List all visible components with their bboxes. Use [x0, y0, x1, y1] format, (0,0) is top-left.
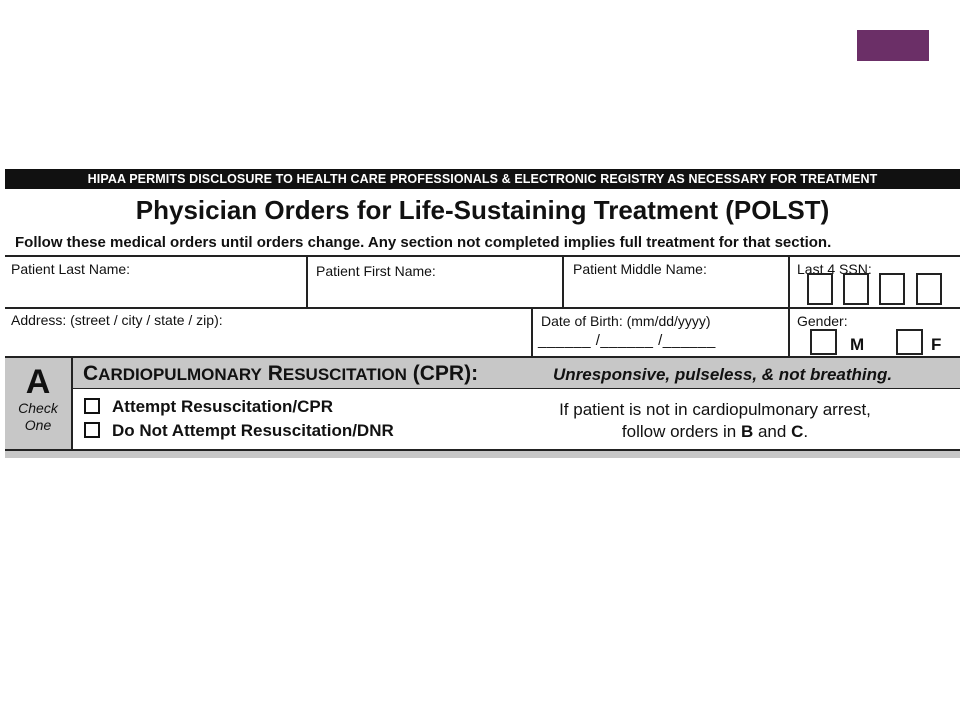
hipaa-banner: HIPAA PERMITS DISCLOSURE TO HEALTH CARE PROFESSIONALS & ELECTRONIC REGISTRY AS NECESSARY FOR TREATMENT [5, 169, 960, 189]
first-name-label: Patient First Name: [316, 263, 436, 279]
dob-field[interactable]: ______ /______ /______ [538, 332, 716, 349]
checkbox[interactable] [84, 422, 100, 438]
gender-m-checkbox[interactable] [810, 329, 837, 355]
last-name-label: Patient Last Name: [11, 261, 131, 277]
checkbox[interactable] [84, 398, 100, 414]
section-a-tab [5, 358, 71, 449]
cpr-subtitle: Unresponsive, pulseless, & not breathing. [553, 365, 893, 384]
option-attempt-cpr[interactable]: Attempt Resuscitation/CPR [84, 397, 333, 417]
ssn-digit-box[interactable] [807, 273, 833, 305]
cpr-note: If patient is not in cardiopulmonary arrest, follow orders in B and C. [559, 400, 871, 441]
ssn-digit-box[interactable] [916, 273, 942, 305]
divider [562, 255, 564, 307]
dob-label: Date of Birth: (mm/dd/yyyy) [541, 313, 711, 329]
divider [5, 255, 960, 257]
divider [73, 388, 960, 389]
section-letter: A [25, 363, 51, 401]
accent-block [857, 30, 929, 61]
ssn-digit-box[interactable] [843, 273, 869, 305]
option-dnr[interactable]: Do Not Attempt Resuscitation/DNR [84, 421, 394, 441]
gender-m-label: M [850, 335, 865, 354]
cpr-title: CARDIOPULMONARY RESUSCITATION (CPR): [83, 362, 479, 385]
address-label: Address: (street / city / state / zip): [11, 312, 223, 328]
gender-f-checkbox[interactable] [896, 329, 923, 355]
ssn-digit-box[interactable] [879, 273, 905, 305]
cpr-header [73, 358, 960, 388]
gender-f-label: F [931, 335, 942, 354]
ssn-label: Last 4 SSN: [797, 261, 872, 277]
divider [788, 255, 790, 356]
check-one-line1: Check [18, 400, 58, 416]
divider [5, 307, 960, 309]
form-title: Physician Orders for Life-Sustaining Treatment (POLST) [135, 195, 830, 225]
section-b-cutoff [5, 449, 960, 458]
check-one-line2: One [24, 417, 52, 433]
divider [531, 307, 533, 356]
divider [306, 255, 308, 307]
middle-name-label: Patient Middle Name: [573, 261, 707, 277]
polst-form [5, 169, 960, 456]
instructions: Follow these medical orders until orders change. Any section not completed implies full treatment for that section. [15, 234, 832, 251]
gender-label: Gender: [797, 313, 848, 329]
